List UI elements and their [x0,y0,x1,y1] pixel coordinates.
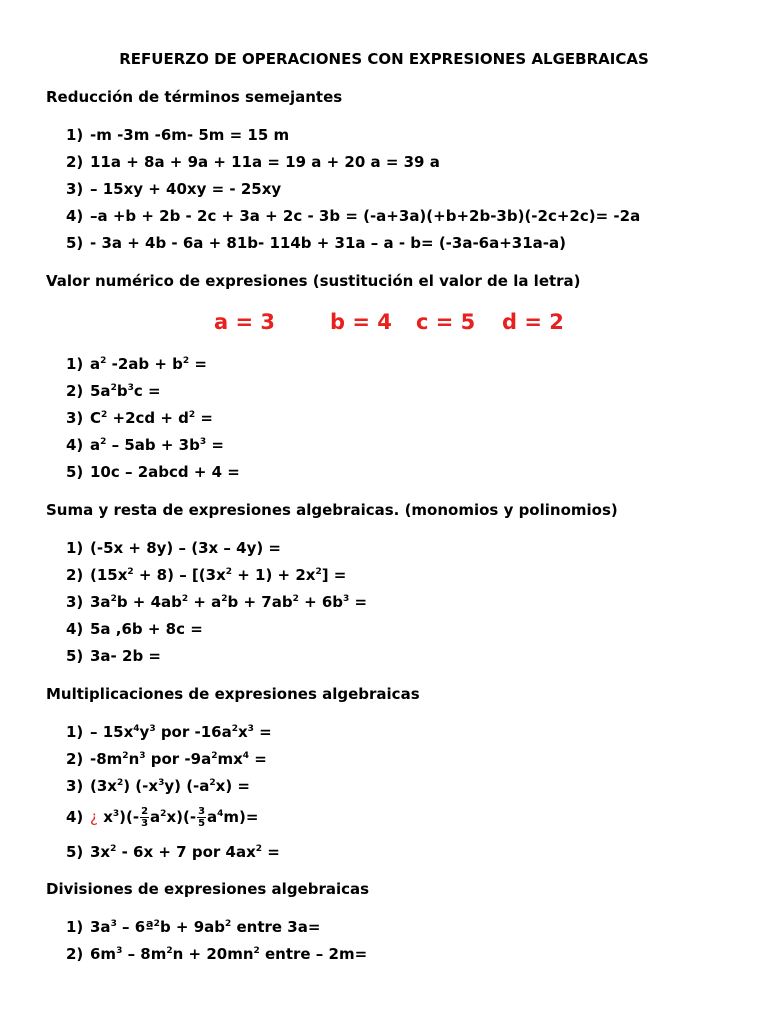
list-item [66,207,640,225]
item-text: $C^2 +2cd + d^2$ = [90,409,213,427]
list-item [66,153,440,171]
fraction: $\frac{3}{5}$ [198,806,206,829]
item-number: 5) [66,843,84,861]
list-item [66,355,207,373]
list-item [66,436,224,454]
item-number: 4) [66,436,84,454]
variable-value-c: c = 5 [416,310,476,334]
list-item [66,918,320,936]
item-number: 5) [66,647,84,665]
list-item [66,126,289,144]
variable-value-d: d = 2 [502,310,564,334]
variable-value-a: a = 3 [214,310,276,334]
item-number: 4) [66,808,84,826]
section-heading-divisiones: Divisiones de expresiones algebraicas [46,880,370,898]
list-item [66,234,566,252]
item-number: 4) [66,207,84,225]
list-item [66,806,258,829]
item-number: 5) [66,234,84,252]
item-number: 4) [66,620,84,638]
item-number: 1) [66,723,84,741]
list-item [66,409,213,427]
unknown-glyph: ¿ [90,808,98,826]
item-text: $a^2$ $-2ab + b^2$ = [90,355,207,373]
item-number: 2) [66,153,84,171]
list-item [66,723,272,741]
item-text: $5a^2b^3c$ = [90,382,161,400]
list-item [66,566,346,584]
list-item [66,382,161,400]
item-text: 3a- 2b = [90,647,161,665]
item-text: $3a^2b + 4ab^2 + a^2b + 7ab^2 + 6b^3$ = [90,593,368,611]
item-text: (-5x + 8y) – (3x – 4y) = [90,539,281,557]
item-text: $(15x^2 + 8) - [(3x^2 + 1) + 2x^2]$ = [90,566,347,584]
item-number: 2) [66,750,84,768]
item-text: 5a ,6b + 8c = [90,620,203,638]
list-item [66,945,367,963]
item-number: 1) [66,126,84,144]
item-number: 5) [66,463,84,481]
item-number: 1) [66,355,84,373]
item-number: 3) [66,180,84,198]
item-number: 2) [66,566,84,584]
item-number: 1) [66,918,84,936]
item-text: $6m^3 - 8m^2n + 20mn^2$ entre – 2m= [90,945,368,963]
item-text: – 15xy + 40xy = - 25xy [90,180,282,198]
page-title: REFUERZO DE OPERACIONES CON EXPRESIONES ALGEBRAICAS [119,50,649,68]
item-text: 11a + 8a + 9a + 11a = 19 a + 20 a = 39 a [90,153,440,171]
item-number: 2) [66,945,84,963]
section-heading-multiplicaciones: Multiplicaciones de expresiones algebraicas [46,685,420,703]
item-number: 3) [66,593,84,611]
item-text: $3a^3$ – 6ª$^2$b + $9ab^2$ entre 3a= [90,918,321,936]
section-heading-suma-resta: Suma y resta de expresiones algebraicas. (monomios y polinomios) [46,501,618,519]
list-item [66,463,240,481]
list-item [66,750,267,768]
list-item [66,180,281,198]
list-item [66,620,203,638]
list-item [66,777,250,795]
item-text: $a^2 - 5ab + 3b^3$ = [90,436,224,454]
variable-value-b: b = 4 [330,310,392,334]
list-item [66,843,280,861]
item-number: 3) [66,409,84,427]
list-item [66,593,367,611]
section-heading-valor-numerico: Valor numérico de expresiones (sustitución el valor de la letra) [46,272,581,290]
item-text: -m -3m -6m- 5m = 15 m [90,126,290,144]
item-text: $3x^2 - 6x + 7$ por $4ax^2$ = [90,843,280,861]
item-text: –a +b + 2b - 2c + 3a + 2c - 3b = (-a+3a)(+b+2b-3b)(-2c+2c)= -2a [90,207,641,225]
fraction: $\frac{2}{3}$ [141,806,149,829]
item-text: $-8m^2n^3$ por $-9a^2mx^4$ = [90,750,267,768]
section-heading-reduccion: Reducción de términos semejantes [46,88,343,106]
item-number: 2) [66,382,84,400]
item-text: - 3a + 4b - 6a + 81b- 114b + 31a – a - b= (-3a-6a+31a-a) [90,234,567,252]
list-item [66,647,161,665]
list-item [66,539,281,557]
item-number: 3) [66,777,84,795]
item-text: ¿ $x^3)(-$ $\frac{2}{3}$ $a^2x)(-$ $\frac{3}{5}$ $a^4m)=$ [90,806,259,829]
item-text: $(3x^2)$ $(-x^3y) (-a^2x)$ = [90,777,250,795]
item-text: – $15x^4y^3$ por $-16a^2x^3$ = [90,723,272,741]
item-number: 1) [66,539,84,557]
item-text: 10c – 2abcd + 4 = [90,463,240,481]
